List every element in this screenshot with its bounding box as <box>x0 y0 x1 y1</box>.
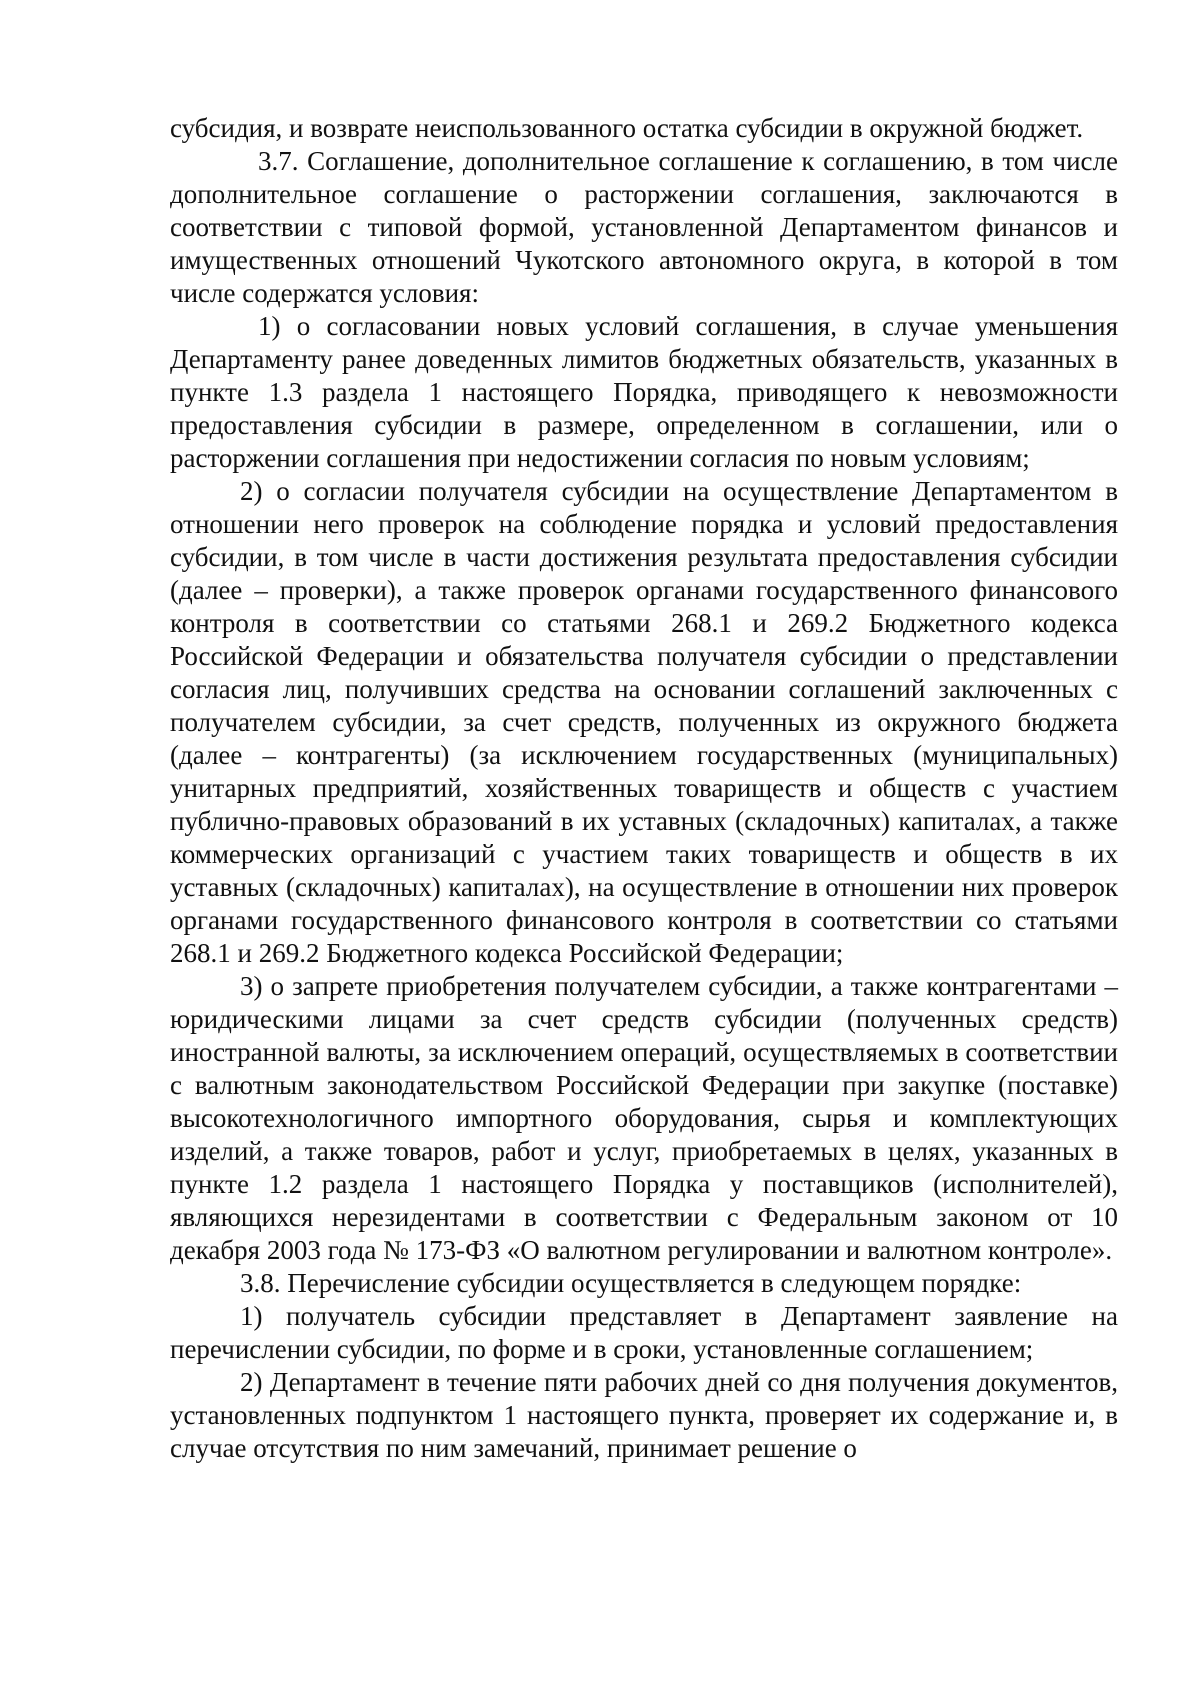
paragraph-3-7: 3.7. Соглашение, дополнительное соглашение к соглашению, в том числе дополнительное соглашение о расторжении соглашения, заключаются в соответствии с типовой формой, установленной Департаментом финансов и имущественных отношений Чукотского автономного округа, в которой в том числе содержатся условия: <box>170 146 1118 308</box>
paragraph-3-8-item-2: 2) Департамент в течение пяти рабочих дней со дня получения документов, установленных подпунктом 1 настоящего пункта, проверяет их содержание и, в случае отсутствия по ним замечаний, принимает решение о <box>170 1367 1118 1463</box>
paragraph-subsidy-return: субсидия, и возврате неиспользованного остатка субсидии в окружной бюджет. <box>170 113 1084 143</box>
paragraph-3-7-item-3: 3) о запрете приобретения получателем субсидии, а также контрагентами – юридическими лицами за счет средств субсидии (полученных средств) иностранной валюты, за исключением операций, осуществляемых в соответствии с валютным законодательством Российской Федерации при закупке (поставке) высокотехнологичного импортного оборудования, сырья и комплектующих изделий, а также товаров, работ и услуг, приобретаемых в целях, указанных в пункте 1.2 раздела 1 настоящего Порядка у поставщиков (исполнителей), являющихся нерезидентами в соответствии с Федеральным законом от 10 декабря 2003 года № 173-ФЗ «О валютном регулировании и валютном контроле». <box>170 971 1118 1265</box>
paragraph-3-8: 3.8. Перечисление субсидии осуществляется в следующем порядке: <box>240 1268 1022 1298</box>
document-page <box>170 112 1118 1465</box>
paragraph-3-7-item-2: 2) о согласии получателя субсидии на осуществление Департаментом в отношении него проверок на соблюдение порядка и условий предоставления субсидии, в том числе в части достижения результата предоставления субсидии (далее – проверки), а также проверок органами государственного финансового контроля в соответствии со статьями 268.1 и 269.2 Бюджетного кодекса Российской Федерации и обязательства получателя субсидии о представлении согласия лиц, получивших средства на основании соглашений заключенных с получателем субсидии, за счет средств, полученных из окружного бюджета (далее – контрагенты) (за исключением государственных (муниципальных) унитарных предприятий, хозяйственных товариществ и обществ с участием публично-правовых образований в их уставных (складочных) капиталах, а также коммерческих организаций с участием таких товариществ и обществ в их уставных (складочных) капиталах), на осуществление в отношении них проверок органами государственного финансового контроля в соответствии со статьями 268.1 и 269.2 Бюджетного кодекса Российской Федерации; <box>170 476 1118 968</box>
paragraph-3-7-item-1: 1) о согласовании новых условий соглашения, в случае уменьшения Департаменту ранее доведенных лимитов бюджетных обязательств, указанных в пункте 1.3 раздела 1 настоящего Порядка, приводящего к невозможности предоставления субсидии в размере, определенном в соглашении, или о расторжении соглашения при недостижении согласия по новым условиям; <box>170 311 1118 473</box>
paragraph-3-8-item-1: 1) получатель субсидии представляет в Департамент заявление на перечислении субсидии, по форме и в сроки, установленные соглашением; <box>170 1301 1118 1364</box>
